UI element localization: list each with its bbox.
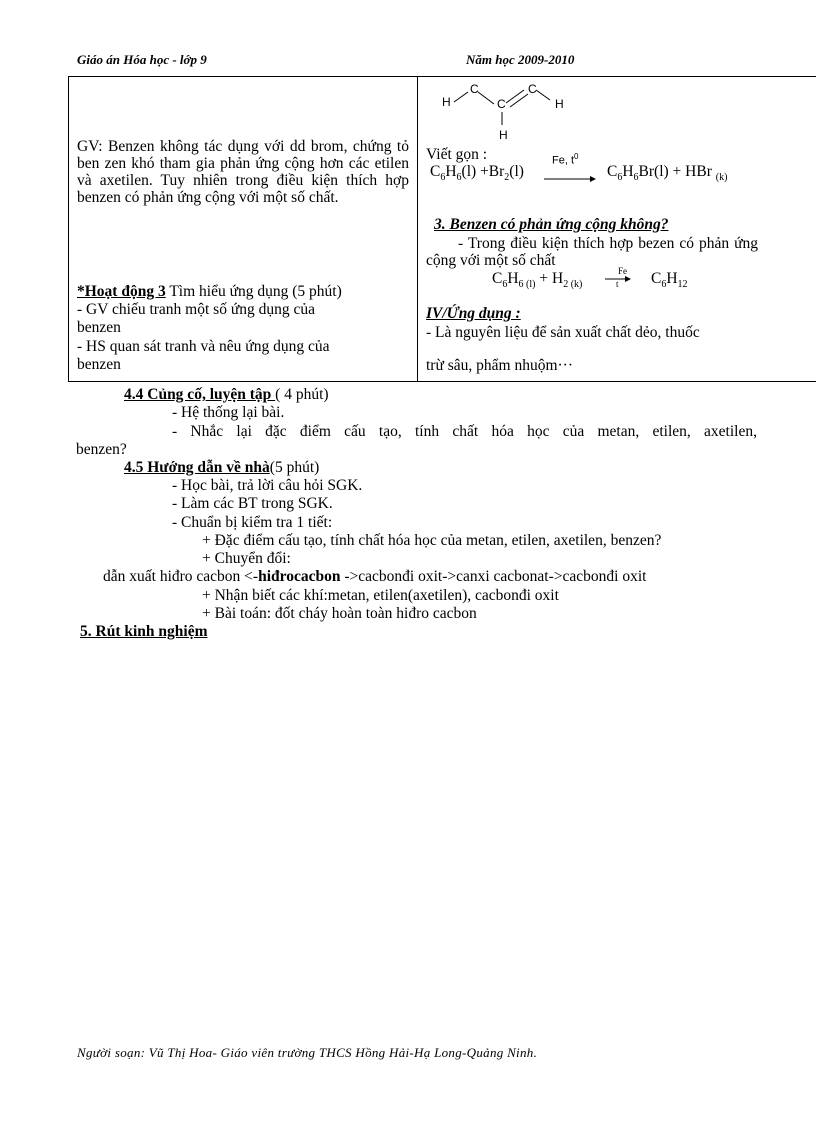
s45-item-1: - Học bài, trả lời câu hỏi SGK. — [172, 477, 363, 494]
reaction-2-condition-top: Fe — [618, 266, 627, 276]
reaction-2-reactants — [492, 270, 582, 293]
molecule-c3: C — [528, 82, 537, 96]
chain-part-bold: hiđrocacbon — [258, 568, 341, 585]
s44-item-2-cont: benzen? — [76, 441, 127, 458]
r2-p-c-sub: 6 — [661, 279, 667, 291]
r2-h: H — [507, 270, 519, 287]
sub-item-4: + Bài toán: đốt cháy hoàn toàn hiđro cacbon — [202, 605, 477, 622]
r1-c-sub: 6 — [440, 172, 446, 184]
molecule-bonds — [440, 80, 580, 144]
header-left: Giáo án Hóa học - lớp 9 — [77, 52, 207, 67]
gv-line-1: - GV chiếu tranh một số ứng dụng của — [77, 301, 315, 318]
reaction-1-arrow-icon — [544, 174, 596, 184]
molecule-h-left: H — [442, 95, 451, 109]
chain-part-b: ->cacbonđi oxit->canxi cacbonat->cacbonđi oxit — [340, 568, 647, 585]
r1-h: H — [445, 163, 457, 180]
section-3-title: 3. Benzen có phản ứng cộng không? — [434, 216, 669, 233]
activity-3-heading — [77, 283, 342, 300]
reaction-1-reactants — [430, 163, 524, 186]
r2-h-sub: 6 (l) — [518, 279, 536, 291]
r1-h-sub: 6 — [456, 172, 462, 184]
r2-h2-sub: 2 (k) — [563, 279, 583, 291]
p1-c: C — [607, 163, 618, 180]
s5-title: 5. Rút kinh nghiệm — [80, 623, 208, 640]
activity-3-title: *Hoạt động 3 — [77, 283, 166, 300]
molecule-c1: C — [470, 82, 479, 96]
s44-heading — [124, 386, 329, 404]
p1-state: (k) — [715, 172, 728, 184]
s45-duration: (5 phút) — [269, 459, 320, 476]
r1-state-br: (l) +Br — [461, 163, 505, 180]
conversion-chain — [103, 568, 646, 586]
section-4-line-1: - Là nguyên liệu để sản xuất chất dẻo, thuốc — [426, 324, 700, 341]
p1-h-sub: 6 — [633, 172, 639, 184]
r1-end: (l) — [509, 163, 524, 180]
molecule-c2: C — [497, 97, 506, 111]
section-4-line-2: trừ sâu, phẩm nhuộm··· — [426, 357, 574, 374]
activity-3-description: Tìm hiểu ứng dụng (5 phút) — [165, 283, 342, 300]
reaction-2-condition-bottom: t — [616, 279, 619, 289]
section-4-title: IV/Ứng dụng : — [426, 305, 521, 322]
r2-p-h-sub: 12 — [677, 279, 688, 291]
s44-duration: ( 4 phút) — [275, 386, 329, 403]
table-column-divider — [417, 76, 418, 382]
s45-title: 4.5 Hướng dẫn về nhà — [124, 459, 270, 476]
r2-p-c: C — [651, 270, 662, 287]
p1-rest: Br(l) + HBr — [638, 163, 716, 180]
chain-part-a: dẫn xuất hiđro cacbon <- — [103, 568, 259, 585]
r2-plus-h: + H — [535, 270, 564, 287]
gv-paragraph: GV: Benzen không tác dụng với dd brom, chứng tỏ ben zen khó tham gia phản ứng cộng hơn các etilen và axetilen. Tuy nhiên trong điều kiện thích hợp benzen có phản ứng cộng với một số chất. — [77, 138, 409, 206]
r1-c: C — [430, 163, 441, 180]
s44-item-2: - Nhắc lại đặc điểm cấu tạo, tính chất hóa học của metan, etilen, axetilen, — [172, 423, 757, 440]
s45-item-3: - Chuẩn bị kiểm tra 1 tiết: — [172, 514, 333, 531]
reaction-2-arrow-icon — [605, 274, 631, 284]
header-right: Năm học 2009-2010 — [466, 52, 575, 67]
reaction-1-products — [607, 163, 727, 186]
gv-line-2: benzen — [77, 319, 121, 336]
r1-condition-text: Fe, t — [552, 154, 575, 167]
r2-c-sub: 6 — [502, 279, 508, 291]
r1-condition-sup: 0 — [574, 152, 579, 161]
molecule-h-right: H — [555, 97, 564, 111]
hs-line-2: benzen — [77, 356, 121, 373]
section-3-text: - Trong điều kiện thích hợp bezen có phản ứng cộng với một số chất — [426, 235, 758, 269]
p1-h: H — [622, 163, 634, 180]
sub-item-3: + Nhận biết các khí:metan, etilen(axetilen), cacbonđi oxit — [202, 587, 559, 604]
footer-author: Người soạn: Vũ Thị Hoa- Giáo viên trường THCS Hồng Hải-Hạ Long-Quảng Ninh. — [77, 1045, 538, 1060]
s45-heading — [124, 459, 319, 477]
viet-gon-label: Viết gọn : — [426, 146, 488, 163]
r1-br-sub: 2 — [504, 172, 510, 184]
r2-p-h: H — [666, 270, 678, 287]
reaction-1-condition — [552, 152, 578, 167]
s44-item-1: - Hệ thống lại bài. — [172, 404, 285, 421]
reaction-2-product — [651, 270, 688, 293]
s44-title: 4.4 Củng cố, luyện tập — [124, 386, 276, 403]
r2-c: C — [492, 270, 503, 287]
molecule-h-bottom: H — [499, 128, 508, 142]
p1-c-sub: 6 — [617, 172, 623, 184]
sub-item-1: + Đặc điểm cấu tạo, tính chất hóa học của metan, etilen, axetilen, benzen? — [202, 532, 662, 549]
hs-line-1: - HS quan sát tranh và nêu ứng dụng của — [77, 338, 330, 355]
sub-item-2: + Chuyển đổi: — [202, 550, 291, 567]
s45-item-2: - Làm các BT trong SGK. — [172, 495, 333, 512]
